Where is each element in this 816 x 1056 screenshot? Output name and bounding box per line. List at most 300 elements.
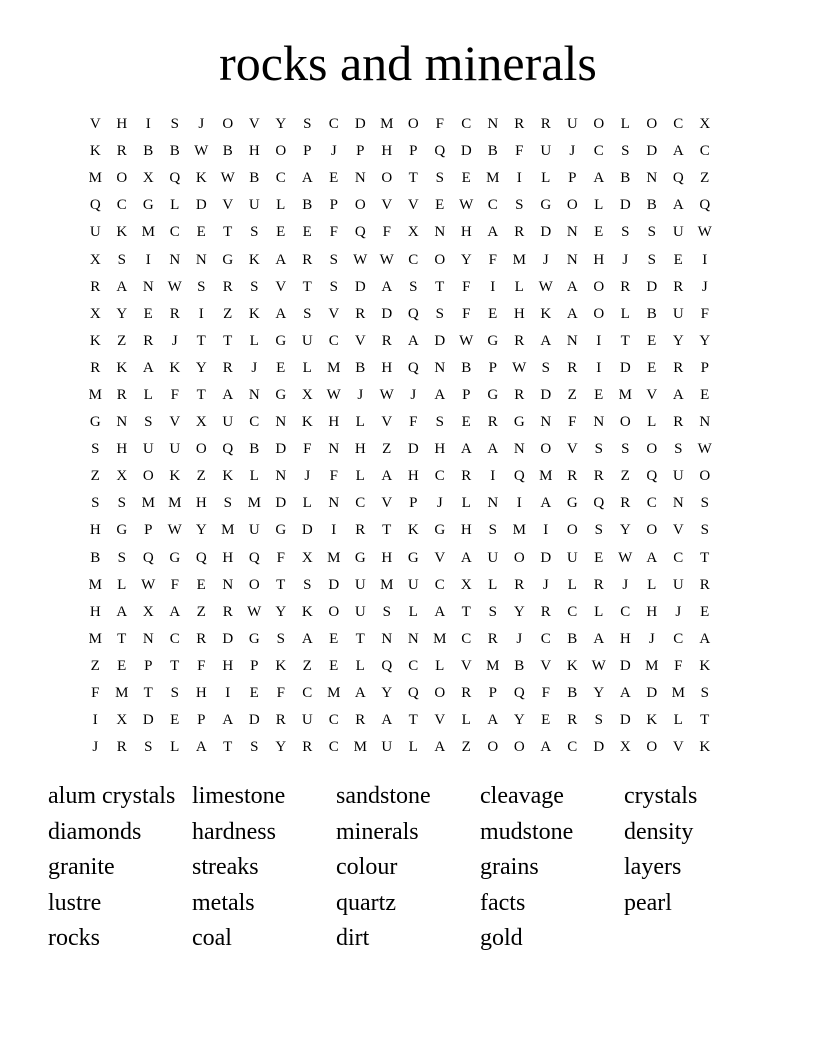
- grid-letter: P: [329, 197, 338, 214]
- grid-letter: L: [408, 603, 418, 620]
- grid-letter: U: [222, 414, 234, 431]
- grid-letter: S: [435, 305, 444, 322]
- grid-letter: E: [594, 224, 604, 241]
- grid-letter: M: [512, 251, 526, 268]
- grid-letter: Q: [407, 685, 419, 702]
- grid-letter: C: [116, 197, 127, 214]
- grid-letter: M: [539, 468, 553, 485]
- grid-letter: Q: [513, 468, 525, 485]
- grid-letter: Y: [116, 305, 128, 322]
- grid-letter: N: [195, 251, 207, 268]
- grid-letter: H: [381, 143, 393, 160]
- grid-letter: O: [566, 197, 578, 214]
- grid-letter: F: [329, 468, 338, 485]
- grid-letter: S: [621, 224, 630, 241]
- grid-letter: N: [487, 495, 499, 512]
- grid-row: [82, 246, 746, 273]
- grid-letter: H: [407, 468, 419, 485]
- grid-letter: U: [672, 224, 684, 241]
- grid-letter: U: [566, 116, 578, 133]
- grid-letter: N: [434, 224, 446, 241]
- grid-letter: R: [487, 630, 498, 647]
- grid-letter: R: [620, 278, 631, 295]
- grid-letter: P: [488, 359, 497, 376]
- grid-letter: R: [540, 603, 551, 620]
- grid-letter: R: [673, 278, 684, 295]
- word-list-item: gold: [480, 925, 523, 952]
- grid-letter: C: [328, 332, 339, 349]
- grid-letter: O: [646, 522, 658, 539]
- grid-letter: A: [434, 603, 446, 620]
- grid-letter: K: [699, 739, 711, 756]
- grid-letter: B: [461, 359, 472, 376]
- grid-row: [82, 382, 746, 409]
- grid-letter: P: [409, 143, 418, 160]
- grid-letter: W: [459, 197, 474, 214]
- grid-letter: X: [407, 224, 419, 241]
- grid-letter: B: [514, 657, 525, 674]
- grid-letter: W: [167, 278, 182, 295]
- grid-letter: F: [700, 305, 709, 322]
- grid-letter: H: [646, 603, 658, 620]
- word-list-item: layers: [624, 854, 682, 881]
- grid-letter: D: [540, 386, 552, 403]
- grid-letter: A: [566, 305, 578, 322]
- grid-letter: M: [512, 522, 526, 539]
- grid-letter: S: [303, 116, 312, 133]
- grid-letter: B: [143, 143, 154, 160]
- grid-letter: S: [700, 522, 709, 539]
- grid-letter: W: [353, 251, 368, 268]
- grid-letter: Z: [223, 305, 233, 322]
- word-list-item: density: [624, 818, 694, 845]
- word-list-item: cleavage: [480, 783, 564, 809]
- word-list-item: mudstone: [480, 818, 574, 845]
- grid-letter: A: [593, 630, 605, 647]
- grid-letter: L: [302, 359, 312, 376]
- grid-letter: Q: [407, 305, 419, 322]
- grid-letter: O: [407, 116, 419, 133]
- grid-letter: G: [487, 332, 499, 349]
- grid-letter: N: [593, 414, 605, 431]
- grid-letter: V: [672, 739, 684, 756]
- grid-letter: N: [566, 332, 578, 349]
- grid-letter: S: [594, 441, 603, 458]
- grid-letter: R: [673, 359, 684, 376]
- grid-letter: F: [515, 143, 524, 160]
- grid-letter: A: [487, 712, 499, 729]
- grid-row: [82, 653, 746, 680]
- grid-letter: V: [434, 549, 446, 566]
- grid-letter: E: [700, 386, 710, 403]
- grid-letter: A: [672, 386, 684, 403]
- grid-letter: F: [382, 224, 391, 241]
- grid-letter: A: [407, 332, 419, 349]
- grid-letter: A: [301, 170, 313, 187]
- grid-letter: F: [568, 414, 577, 431]
- grid-letter: O: [540, 441, 552, 458]
- grid-letter: S: [674, 441, 683, 458]
- grid-letter: C: [328, 739, 339, 756]
- grid-letter: N: [672, 495, 684, 512]
- grid-letter: H: [248, 143, 260, 160]
- grid-letter: L: [355, 657, 365, 674]
- grid-letter: Q: [672, 170, 684, 187]
- grid-letter: D: [646, 143, 658, 160]
- grid-letter: D: [381, 305, 393, 322]
- grid-letter: S: [700, 495, 709, 512]
- grid-letter: R: [567, 712, 578, 729]
- grid-letter: Y: [619, 522, 631, 539]
- grid-letter: Z: [196, 603, 206, 620]
- grid-letter: A: [222, 386, 234, 403]
- grid-letter: N: [142, 630, 154, 647]
- grid-letter: S: [488, 603, 497, 620]
- grid-letter: C: [275, 170, 286, 187]
- grid-letter: L: [170, 197, 180, 214]
- grid-letter: R: [355, 522, 366, 539]
- grid-letter: G: [222, 251, 234, 268]
- grid-letter: L: [276, 197, 286, 214]
- grid-letter: A: [646, 549, 658, 566]
- grid-letter: Z: [382, 441, 392, 458]
- grid-letter: H: [593, 251, 605, 268]
- grid-letter: R: [222, 278, 233, 295]
- grid-letter: G: [354, 549, 366, 566]
- grid-letter: C: [434, 468, 445, 485]
- grid-letter: V: [540, 657, 552, 674]
- grid-letter: Z: [90, 468, 100, 485]
- grid-letter: S: [594, 522, 603, 539]
- grid-row: [82, 545, 746, 572]
- grid-letter: E: [276, 359, 286, 376]
- grid-letter: R: [514, 386, 525, 403]
- grid-letter: Q: [699, 197, 711, 214]
- grid-letter: T: [302, 278, 312, 295]
- grid-letter: S: [435, 414, 444, 431]
- grid-letter: B: [222, 143, 233, 160]
- grid-letter: A: [169, 603, 181, 620]
- grid-letter: S: [91, 495, 100, 512]
- grid-letter: Z: [196, 468, 206, 485]
- grid-letter: G: [248, 630, 260, 647]
- grid-letter: C: [567, 739, 578, 756]
- grid-letter: O: [328, 603, 340, 620]
- grid-letter: W: [697, 224, 712, 241]
- grid-letter: P: [250, 657, 259, 674]
- grid-letter: O: [593, 305, 605, 322]
- grid-letter: L: [170, 739, 180, 756]
- grid-letter: F: [170, 576, 179, 593]
- grid-letter: A: [116, 278, 128, 295]
- grid-letter: X: [699, 116, 711, 133]
- grid-letter: A: [487, 224, 499, 241]
- grid-letter: R: [116, 143, 127, 160]
- grid-row: [82, 463, 746, 490]
- grid-letter: R: [222, 359, 233, 376]
- grid-letter: S: [250, 739, 259, 756]
- word-list-item: minerals: [336, 818, 419, 845]
- word-list-item: limestone: [192, 783, 286, 809]
- grid-letter: T: [170, 657, 180, 674]
- grid-letter: T: [196, 332, 206, 349]
- grid-letter: O: [222, 116, 234, 133]
- grid-letter: T: [461, 603, 471, 620]
- grid-letter: S: [621, 143, 630, 160]
- grid-letter: F: [170, 386, 179, 403]
- grid-letter: G: [169, 549, 181, 566]
- grid-row: [82, 274, 746, 301]
- grid-letter: T: [223, 332, 233, 349]
- grid-letter: R: [514, 116, 525, 133]
- grid-letter: G: [116, 522, 128, 539]
- grid-letter: A: [381, 468, 393, 485]
- grid-letter: K: [301, 414, 313, 431]
- grid-letter: E: [276, 224, 286, 241]
- grid-letter: O: [116, 170, 128, 187]
- grid-letter: N: [328, 495, 340, 512]
- grid-letter: O: [142, 468, 154, 485]
- grid-letter: G: [513, 414, 525, 431]
- grid-letter: R: [620, 495, 631, 512]
- grid-letter: L: [461, 712, 471, 729]
- grid-letter: I: [543, 522, 549, 539]
- grid-letter: R: [302, 739, 313, 756]
- grid-letter: Q: [593, 495, 605, 512]
- grid-letter: O: [513, 549, 525, 566]
- grid-letter: A: [593, 170, 605, 187]
- grid-letter: A: [381, 278, 393, 295]
- grid-letter: D: [540, 549, 552, 566]
- grid-letter: S: [515, 197, 524, 214]
- grid-letter: N: [248, 386, 260, 403]
- grid-letter: R: [355, 305, 366, 322]
- grid-letter: M: [221, 522, 235, 539]
- grid-row: [82, 626, 746, 653]
- grid-letter: H: [513, 305, 525, 322]
- grid-letter: J: [648, 630, 655, 647]
- grid-letter: S: [117, 495, 126, 512]
- grid-letter: O: [381, 170, 393, 187]
- word-list-item: metals: [192, 889, 255, 916]
- grid-letter: R: [275, 712, 286, 729]
- word-list-item: hardness: [192, 818, 276, 845]
- grid-letter: I: [516, 495, 522, 512]
- grid-letter: C: [540, 630, 551, 647]
- grid-letter: Y: [593, 685, 605, 702]
- grid-letter: G: [89, 414, 101, 431]
- grid-letter: N: [540, 414, 552, 431]
- grid-letter: Z: [302, 657, 312, 674]
- grid-letter: K: [248, 251, 260, 268]
- grid-letter: M: [327, 685, 341, 702]
- grid-letter: H: [381, 359, 393, 376]
- grid-letter: T: [408, 712, 418, 729]
- grid-letter: T: [117, 630, 127, 647]
- grid-letter: X: [619, 739, 631, 756]
- grid-letter: I: [596, 359, 602, 376]
- grid-letter: O: [434, 251, 446, 268]
- grid-letter: O: [566, 522, 578, 539]
- grid-letter: T: [408, 170, 418, 187]
- word-list-item: alum crystals: [48, 783, 176, 809]
- grid-letter: B: [355, 359, 366, 376]
- grid-letter: A: [540, 495, 552, 512]
- grid-letter: W: [459, 332, 474, 349]
- word-list-item: colour: [336, 854, 398, 881]
- grid-letter: E: [488, 305, 498, 322]
- grid-letter: L: [355, 414, 365, 431]
- grid-letter: A: [460, 549, 472, 566]
- grid-letter: N: [354, 170, 366, 187]
- grid-row: [82, 328, 746, 355]
- grid-letter: D: [646, 685, 658, 702]
- grid-letter: S: [144, 739, 153, 756]
- grid-letter: M: [380, 116, 394, 133]
- grid-letter: C: [461, 630, 472, 647]
- word-list-item: facts: [480, 889, 526, 916]
- grid-letter: E: [117, 657, 127, 674]
- grid-letter: U: [672, 576, 684, 593]
- grid-letter: K: [169, 468, 181, 485]
- grid-letter: H: [354, 441, 366, 458]
- grid-letter: L: [249, 468, 259, 485]
- grid-letter: K: [646, 712, 658, 729]
- grid-letter: V: [434, 712, 446, 729]
- grid-letter: P: [409, 495, 418, 512]
- grid-letter: H: [89, 603, 101, 620]
- grid-letter: A: [275, 251, 287, 268]
- grid-letter: I: [145, 116, 151, 133]
- grid-letter: J: [410, 386, 417, 403]
- grid-letter: G: [540, 197, 552, 214]
- word-list-item: pearl: [624, 889, 672, 916]
- grid-letter: U: [301, 712, 313, 729]
- grid-letter: S: [144, 414, 153, 431]
- grid-letter: P: [488, 685, 497, 702]
- grid-row: [82, 572, 746, 599]
- grid-letter: W: [379, 251, 394, 268]
- grid-letter: X: [142, 170, 154, 187]
- grid-letter: R: [461, 468, 472, 485]
- grid-letter: W: [512, 359, 527, 376]
- grid-letter: F: [435, 116, 444, 133]
- grid-letter: L: [249, 332, 259, 349]
- grid-letter: V: [407, 197, 419, 214]
- grid-letter: A: [434, 386, 446, 403]
- grid-letter: D: [619, 712, 631, 729]
- grid-letter: L: [488, 576, 498, 593]
- grid-row: [82, 680, 746, 707]
- word-list-item: grains: [480, 854, 539, 881]
- grid-letter: Y: [699, 332, 711, 349]
- grid-letter: A: [142, 359, 154, 376]
- grid-letter: Y: [275, 116, 287, 133]
- grid-letter: C: [302, 685, 313, 702]
- grid-letter: V: [566, 441, 578, 458]
- grid-letter: N: [513, 441, 525, 458]
- grid-letter: T: [700, 549, 710, 566]
- grid-letter: T: [355, 630, 365, 647]
- grid-letter: V: [381, 197, 393, 214]
- grid-letter: C: [169, 630, 180, 647]
- grid-letter: Q: [169, 170, 181, 187]
- grid-letter: F: [462, 278, 471, 295]
- grid-letter: K: [222, 468, 234, 485]
- grid-letter: K: [301, 603, 313, 620]
- grid-letter: C: [673, 549, 684, 566]
- grid-letter: Q: [89, 197, 101, 214]
- grid-letter: Y: [672, 332, 684, 349]
- grid-letter: H: [195, 685, 207, 702]
- grid-letter: U: [301, 332, 313, 349]
- grid-letter: Y: [381, 685, 393, 702]
- grid-letter: N: [381, 630, 393, 647]
- grid-letter: W: [167, 522, 182, 539]
- grid-letter: X: [301, 549, 313, 566]
- grid-letter: A: [487, 441, 499, 458]
- grid-letter: S: [541, 359, 550, 376]
- grid-row: [82, 599, 746, 626]
- grid-letter: R: [461, 685, 472, 702]
- grid-letter: M: [88, 170, 102, 187]
- grid-row: [82, 165, 746, 192]
- grid-letter: Y: [275, 739, 287, 756]
- grid-letter: S: [435, 170, 444, 187]
- grid-letter: Y: [275, 603, 287, 620]
- grid-letter: G: [434, 522, 446, 539]
- grid-letter: B: [620, 170, 631, 187]
- grid-letter: A: [381, 712, 393, 729]
- grid-row: [82, 111, 746, 138]
- grid-letter: T: [276, 576, 286, 593]
- grid-letter: O: [646, 116, 658, 133]
- grid-letter: U: [89, 224, 101, 241]
- grid-letter: U: [407, 576, 419, 593]
- word-list-item: streaks: [192, 854, 259, 881]
- grid-letter: T: [620, 332, 630, 349]
- grid-letter: R: [593, 576, 604, 593]
- grid-letter: D: [275, 441, 287, 458]
- grid-letter: N: [142, 278, 154, 295]
- grid-letter: T: [196, 386, 206, 403]
- grid-letter: R: [540, 116, 551, 133]
- grid-letter: H: [195, 495, 207, 512]
- grid-letter: L: [673, 712, 683, 729]
- grid-letter: C: [249, 414, 260, 431]
- grid-letter: E: [594, 386, 604, 403]
- grid-letter: R: [169, 305, 180, 322]
- grid-letter: M: [618, 386, 632, 403]
- grid-letter: O: [646, 739, 658, 756]
- word-list: [48, 779, 768, 957]
- grid-letter: R: [567, 359, 578, 376]
- grid-letter: H: [89, 522, 101, 539]
- grid-letter: K: [116, 224, 128, 241]
- grid-letter: B: [249, 441, 260, 458]
- grid-letter: Q: [646, 468, 658, 485]
- grid-letter: N: [222, 576, 234, 593]
- grid-letter: Y: [460, 251, 472, 268]
- grid-letter: T: [435, 278, 445, 295]
- grid-letter: S: [329, 251, 338, 268]
- grid-letter: H: [434, 441, 446, 458]
- grid-letter: R: [90, 359, 101, 376]
- grid-letter: V: [328, 305, 340, 322]
- word-list-item: rocks: [48, 925, 100, 952]
- grid-letter: D: [593, 739, 605, 756]
- grid-letter: V: [381, 414, 393, 431]
